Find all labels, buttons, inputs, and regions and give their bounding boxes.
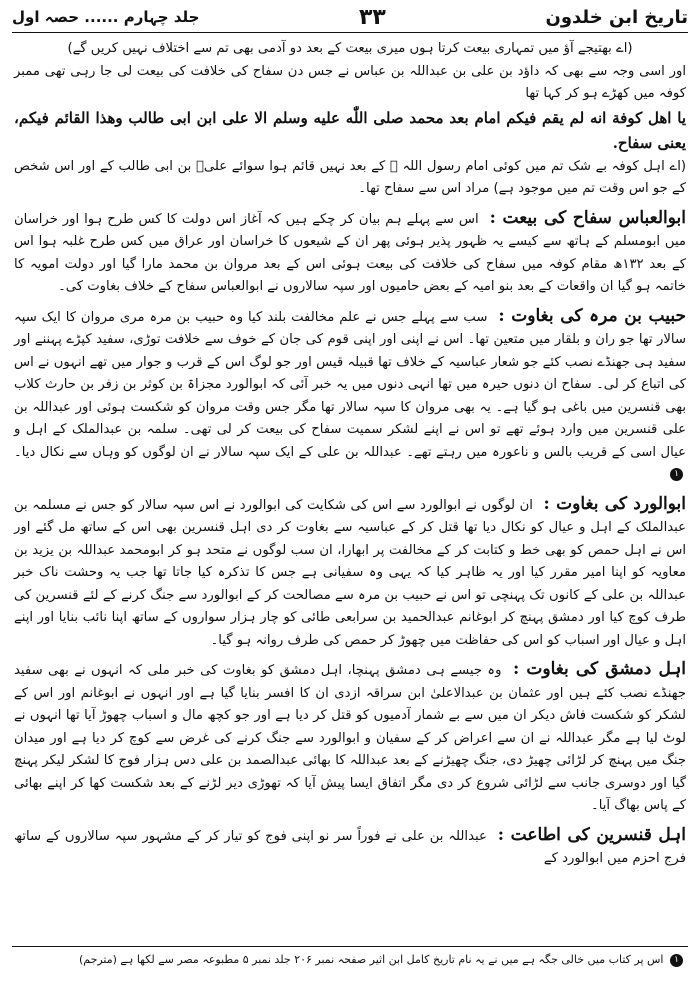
footnote-marker-icon: ۱ <box>670 468 683 481</box>
paragraph-translation: (اے اہل کوفہ بے شک تم میں کوئی امام رسول اللہ ﷺ کے بعد نہیں قائم ہوا سوائے علیؓ بن ابی طالب کے اور اس شخص کے جو اس وقت تم میں موجود ہے) مراد اس سے سفاح تھا۔ <box>14 158 686 196</box>
page-number: ۳۳ <box>359 4 386 30</box>
footnote-number-icon: ۱ <box>670 954 683 967</box>
paragraph-dawud: اور اسی وجہ سے بھی کہ داؤد بن علی بن عبداللہ بن عباس نے جس دن سفاح کی خلافت کی بیعت لی جا رہی تھی ممبر کوفہ میں کھڑے ہو کر کہا تھا <box>14 63 686 101</box>
heading-saffah-bay: ابوالعباس سفاح کی بیعت : <box>489 207 686 228</box>
heading-habib-revolt: حبیب بن مرہ کی بغاوت : <box>498 305 686 326</box>
heading-abulward-revolt: ابوالورد کی بغاوت : <box>543 493 686 514</box>
section-qinnasrin-obedience <box>14 824 686 871</box>
paragraph-saffah-bay: اس سے پہلے ہم بیان کر چکے ہیں کہ آغاز اس دولت کا کس طرح ہوا اور خراسان میں ابومسلم کے ہاتھ سے کیسے یہ ظہور پذیر ہوئی پھر ان کے شیعوں کا خراسان اور عراق میں کس طرح غلبہ ہوا اس کے بعد ۱۳۲ھ مقام کوفہ میں سفاح کی خلافت کی بیعت ہوئی اس کے بعد مروان بن محمد مارا گیا اور دولت امویہ کا خاتمہ ہو گیا ان واقعات کے بعد بنو امیہ کے بعض حامیوں اور سپہ سالاروں نے ابوالعباس سفاح کے خلاف بغاوت کی۔ <box>14 211 687 294</box>
arabic-quote: یا اهل کوفة انه لم یقم فیکم امام بعد محمد صلی اللّٰه علیه وسلم الا علی ابن ابی طالب وهذا القائم فیکم، یعنی سفاح. <box>14 108 686 152</box>
footnote-text: اس پر کتاب میں خالی جگہ ہے میں نے یہ نام تاریخ کامل ابن اثیر صفحہ نمبر ۲۰۶ جلد نمبر ۵ مطبوعہ مصر سے لکھا ہے (مترجم) <box>78 953 664 966</box>
paragraph-damascus-revolt: وہ جیسے ہی دمشق پہنچا، اہل دمشق کو بغاوت کی خبر ملی کہ انہوں نے بھی سفید جھنڈے نصب کئے ہیں اور عثمان بن عبدالاعلیٰ ابن سراقہ ازدی ان کا افسر بنایا گیا ہے اور انہوں نے ابوغانم اور اس کے لشکر کو شکست فاش دیکر ان میں سے بے شمار آدمیوں کو قتل کر دیا ہے اور جو کچھ مال و اسباب چھوڑ آیا تھا انہوں نے لوٹ لیا ہے مگر عبداللہ نے ان سے اعراض کر کے سفیان و ابوالورد سے جنگ کرنے کی غرض سے کوچ کر دیا ہے اور میدان جنگ میں پہنچ کر لڑائی چھیڑ دی، جنگ چھیڑنے کے بعد عبداللہ کا بھائی عبدالصمد بن علی دس ہزار فوج کا لشکر لیکر پہنچ گیا اور دوسری جانب سے لڑائی شروع کر دی مگر اتفاق ایسا پیش آیا کہ تھوڑی دیر لڑنے کے بعد شکست کھا کر اپنے بھائی کے پاس بھاگ آیا۔ <box>14 663 686 813</box>
footnote-rule <box>12 946 688 947</box>
paragraph-qinnasrin-obedience: عبداللہ بن علی نے فوراً سر نو اپنی فوج کو تیار کر کے مشہور سپہ سالاروں کے ساتھ فرج احزم میں ابوالورد کے <box>14 828 686 866</box>
header-rule <box>12 32 688 33</box>
volume-label: جلد چہارم ...... حصہ اول <box>12 8 200 26</box>
paragraph-abulward-revolt: ان لوگوں نے ابوالورد سے اس کی شکایت کی ابوالورد نے اس سپہ سالار کو جس نے مسلمہ بن عبدالملک کے اہل و عیال کو نکال دیا تھا قتل کر کے عباسیہ سے بغاوت کر دی اہل قنسرین بھی اس کے ساتھ مل گئے اور اس نے اہل حمص کو بھی خط و کتابت کر کے مخالفت پر ابھارا، ان سب لوگوں نے متحد ہو کر ابومحمد عبداللہ بن یزید بن معاویہ کو اپنا امیر مقرر کیا اور یہ ظاہر کیا کہ یہی وہ سفیانی ہے جس کا تذکرہ کیا جاتا تھا جب یہ وحشت ناک خبر عبداللہ بن علی کے کانوں تک پہنچی تو اس نے حبیب بن مرہ سے مصالحت کر کے ابوالورد سے جنگ کرنے کے لئے قنسرین کی طرف کوچ کیا اور دمشق پہنچ کر ابوغانم عبدالحمید بن سرابعی طائی کو چار ہزار سواروں کے ساتھ اپنا نائب بنایا اور اپنے اہل و عیال اور اسباب کو اس کی حفاظت میں چھوڑ کر حمص کی طرف روانہ ہو گیا۔ <box>14 497 686 648</box>
paragraph-habib-revolt: سب سے پہلے جس نے علم مخالفت بلند کیا وہ حبیب بن مرہ مری مروان کا ایک سپہ سالار تھا جو ران و بلقار میں متعین تھا۔ اس نے اپنی اور اپنی قوم کی جان کے خوف سے خلافت توڑی، سفید کپڑے پہننے اور سفید ہی جھنڈے نصب کئے جو شعار عباسیہ کے خلاف تھا قبیلہ قیس اور جو لوگ اس کے قرب و جوار میں تھے انہوں نے اس کی اتباع کر لی۔ سفاح ان دنوں حیرہ میں تھا انہی دنوں میں یہ خبر آئی کہ ابوالورد مجزاۃ بن کوثر بن زفر بن حارث کلاب بھی قنسرین میں باغی ہو گیا ہے۔ یہ بھی مروان کا سپہ سالار تھا مگر جس وقت مروان کو شکست ہوئی اور عبداللہ بن علی قنسرین میں وارد ہوئے تھے تو اس نے اپنے لشکر سمیت سفاح کی بیعت کر لی تھی۔ سلمہ بن عبدالملک کے اہل و عیال اسی کے قریب بالس و ناعورہ میں رہتے تھے۔ عبداللہ بن علی کے ایک سپہ سالار نے ان لوگوں کو وہاں سے نکال دیا۔ <box>14 309 686 460</box>
section-abulward-revolt <box>14 493 686 653</box>
footnote <box>14 952 686 968</box>
page-header <box>12 4 688 30</box>
section-habib-revolt <box>14 305 686 487</box>
section-saffah-bay <box>14 207 686 299</box>
heading-damascus-revolt: اہل دمشق کی بغاوت : <box>512 659 686 679</box>
section-damascus-revolt <box>14 658 686 818</box>
heading-qinnasrin-obedience: اہل قنسرین کی اطاعت : <box>497 824 686 845</box>
paragraph-quote-1: (اے بھتیجے آؤ میں تمہاری بیعت کرتا ہوں میری بیعت کے بعد دو آدمی بھی تم سے اختلاف نہیں کریں گے) <box>67 41 633 56</box>
page-body <box>14 38 686 871</box>
book-title: تاریخ ابن خلدون <box>545 6 688 28</box>
